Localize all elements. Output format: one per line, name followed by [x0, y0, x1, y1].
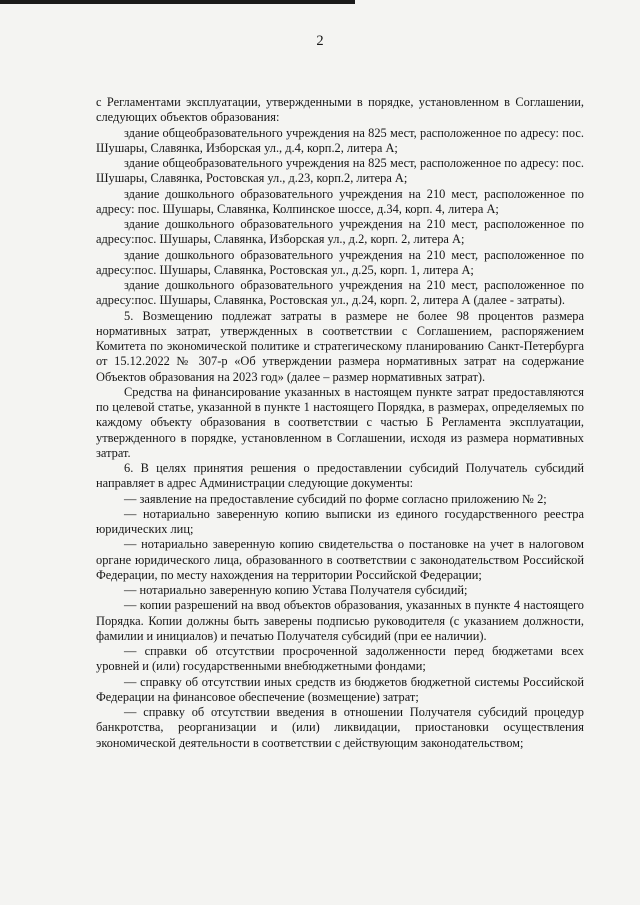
list-item: — копии разрешений на ввод объектов образования, указанных в пункте 4 настоящего Порядка. Копии должны быть заверены подписью руководителя (с указанием должности, фамилии и инициалов) и печатью Получателя субсидий (при ее наличии).	[96, 598, 584, 644]
paragraph: 6. В целях принятия решения о предоставлении субсидий Получатель субсидий направляет в адрес Администрации следующие документы:	[96, 461, 584, 491]
paragraph: здание дошкольного образовательного учреждения на 210 мест, расположенное по адресу:пос. Шушары, Славянка, Ростовская ул., д.25, корп. 1, литера А;	[96, 247, 584, 277]
paragraph: здание дошкольного образовательного учреждения на 210 мест, расположенное по адресу: пос. Шушары, Славянка, Колпинское шоссе, д.34, корп. 4, литера А;	[96, 186, 584, 216]
list-item: — справку об отсутствии введения в отношении Получателя субсидий процедур банкротства, реорганизации и (или) ликвидации, приостановки осуществления экономической деятельности в соответствии с действующим законодательством;	[96, 705, 584, 751]
paragraph: здание дошкольного образовательного учреждения на 210 мест, расположенное по адресу:пос. Шушары, Славянка, Изборская ул., д.2, корп. 2, литера А;	[96, 217, 584, 247]
list-item: — справки об отсутствии просроченной задолженности перед бюджетами всех уровней и (или) государственными внебюджетными фондами;	[96, 644, 584, 675]
paragraph: здание общеобразовательного учреждения на 825 мест, расположенное по адресу: пос. Шушары, Славянка, Изборская ул., д.4, корп.2, литера А;	[96, 125, 584, 155]
paragraph: с Регламентами эксплуатации, утвержденными в порядке, установленном в Соглашении, следующих объектов образования:	[96, 95, 584, 125]
list-item: — нотариально заверенную копию Устава Получателя субсидий;	[96, 583, 584, 598]
page-number: 2	[316, 33, 324, 49]
list-item: — заявление на предоставление субсидий по форме согласно приложению № 2;	[96, 492, 584, 507]
page-top-edge	[0, 0, 355, 4]
list-item: — нотариально заверенную копию выписки из единого государственного реестра юридических лиц;	[96, 507, 584, 538]
paragraph: 5. Возмещению подлежат затраты в размере не более 98 процентов размера нормативных затрат, утвержденных в соответствии с Соглашением, распоряжением Комитета по экономической политике и стратегическому планированию Санкт-Петербурга от 15.12.2022 № 307-р «Об утверждении размера нормативных затрат на содержание Объектов образования на 2023 год» (далее – размер нормативных затрат).	[96, 308, 584, 384]
list-item: — нотариально заверенную копию свидетельства о постановке на учет в налоговом органе юридического лица, образованного в соответствии с законодательством Российской Федерации, по месту нахождения на территории Российской Федерации;	[96, 537, 584, 583]
document-body	[96, 95, 584, 751]
paragraph: здание дошкольного образовательного учреждения на 210 мест, расположенное по адресу:пос. Шушары, Славянка, Ростовская ул., д.24, корп. 2, литера А (далее - затраты).	[96, 278, 584, 308]
paragraph: здание общеобразовательного учреждения на 825 мест, расположенное по адресу: пос. Шушары, Славянка, Ростовская ул., д.23, корп.2, литера А;	[96, 156, 584, 186]
paragraph: Средства на финансирование указанных в настоящем пункте затрат предоставляются по целевой статье, указанной в пункте 1 настоящего Порядка, в размерах, определяемых по каждому объекту образования в соответствии с частью Б Регламента эксплуатации, утвержденного в порядке, установленном в Соглашении, исходя из размера нормативных затрат.	[96, 384, 584, 460]
list-item: — справку об отсутствии иных средств из бюджетов бюджетной системы Российской Федерации на финансовое обеспечение (возмещение) затрат;	[96, 675, 584, 706]
